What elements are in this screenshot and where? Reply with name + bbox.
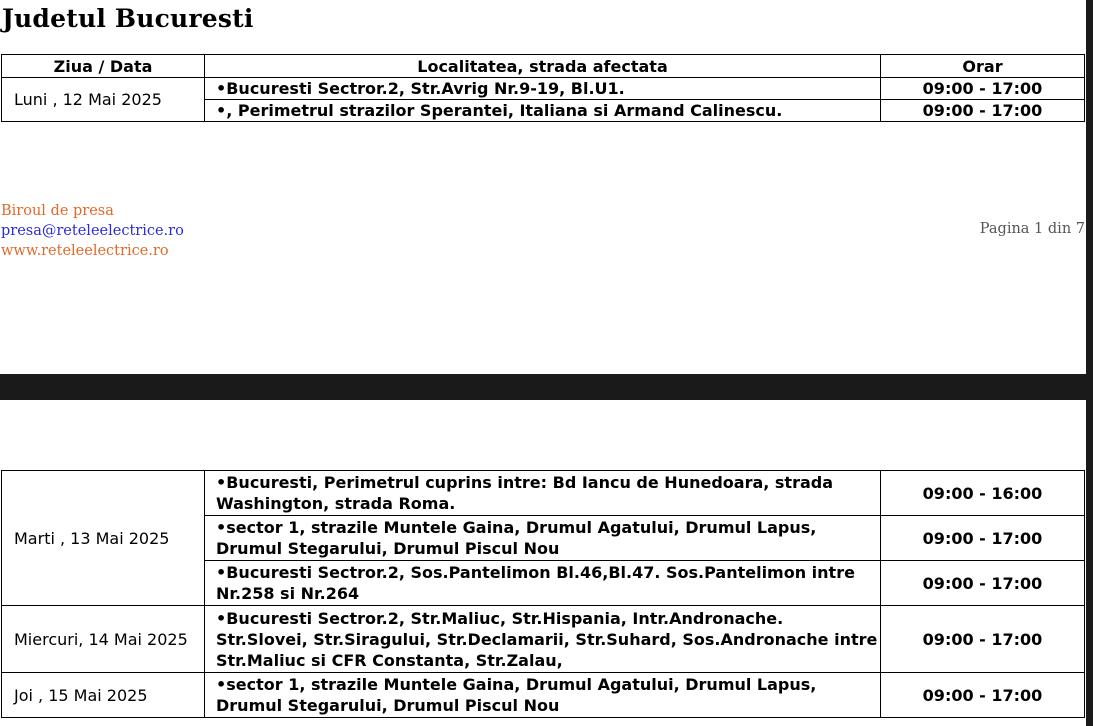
page-separator xyxy=(0,374,1093,400)
schedule-table-2 xyxy=(1,470,1085,718)
header-day: Ziua / Data xyxy=(2,55,205,78)
day-cell: Luni , 12 Mai 2025 xyxy=(2,78,205,122)
table-row xyxy=(2,673,1085,718)
time-cell: 09:00 - 17:00 xyxy=(881,78,1085,100)
time-cell: 09:00 - 17:00 xyxy=(881,561,1085,606)
page-title: Judetul Bucuresti xyxy=(2,4,254,33)
table-row xyxy=(2,471,1085,516)
press-office-label: Biroul de presa xyxy=(1,203,114,219)
table-header-row xyxy=(2,55,1085,78)
location-cell: •Bucuresti Sectror.2, Sos.Pantelimon Bl.46,Bl.47. Sos.Pantelimon intre Nr.258 si Nr.264 xyxy=(205,561,881,606)
time-cell: 09:00 - 17:00 xyxy=(881,606,1085,673)
location-cell: •, Perimetrul strazilor Sperantei, Italiana si Armand Calinescu. xyxy=(205,100,881,122)
location-cell: •sector 1, strazile Muntele Gaina, Drumul Agatului, Drumul Lapus, Drumul Stegarului, Drumul Piscul Nou xyxy=(205,673,881,718)
header-location: Localitatea, strada afectata xyxy=(205,55,881,78)
day-cell: Joi , 15 Mai 2025 xyxy=(2,673,205,718)
location-cell: •Bucuresti Sectror.2, Str.Maliuc, Str.Hispania, Intr.Andronache. Str.Slovei, Str.Siragului, Str.Declamarii, Str.Suhard, Sos.Andronache intre Str.Maliuc si CFR Constanta, Str.Zalau, xyxy=(205,606,881,673)
time-cell: 09:00 - 17:00 xyxy=(881,100,1085,122)
table-row xyxy=(2,78,1085,100)
website-link[interactable]: www.reteleelectrice.ro xyxy=(1,243,169,259)
page-number: Pagina 1 din 7 xyxy=(979,221,1085,237)
location-cell: •Bucuresti Sectror.2, Str.Avrig Nr.9-19, Bl.U1. xyxy=(205,78,881,100)
press-email-link[interactable]: presa@reteleelectrice.ro xyxy=(1,223,184,239)
table-row xyxy=(2,606,1085,673)
viewer-edge xyxy=(1086,0,1093,726)
day-cell: Marti , 13 Mai 2025 xyxy=(2,471,205,606)
footer-contact xyxy=(1,201,184,261)
location-cell: •sector 1, strazile Muntele Gaina, Drumul Agatului, Drumul Lapus, Drumul Stegarului, Drumul Piscul Nou xyxy=(205,516,881,561)
time-cell: 09:00 - 17:00 xyxy=(881,516,1085,561)
location-cell: •Bucuresti, Perimetrul cuprins intre: Bd Iancu de Hunedoara, strada Washington, strada Roma. xyxy=(205,471,881,516)
schedule-table-1 xyxy=(1,54,1085,122)
day-cell: Miercuri, 14 Mai 2025 xyxy=(2,606,205,673)
header-schedule: Orar xyxy=(881,55,1085,78)
time-cell: 09:00 - 16:00 xyxy=(881,471,1085,516)
time-cell: 09:00 - 17:00 xyxy=(881,673,1085,718)
